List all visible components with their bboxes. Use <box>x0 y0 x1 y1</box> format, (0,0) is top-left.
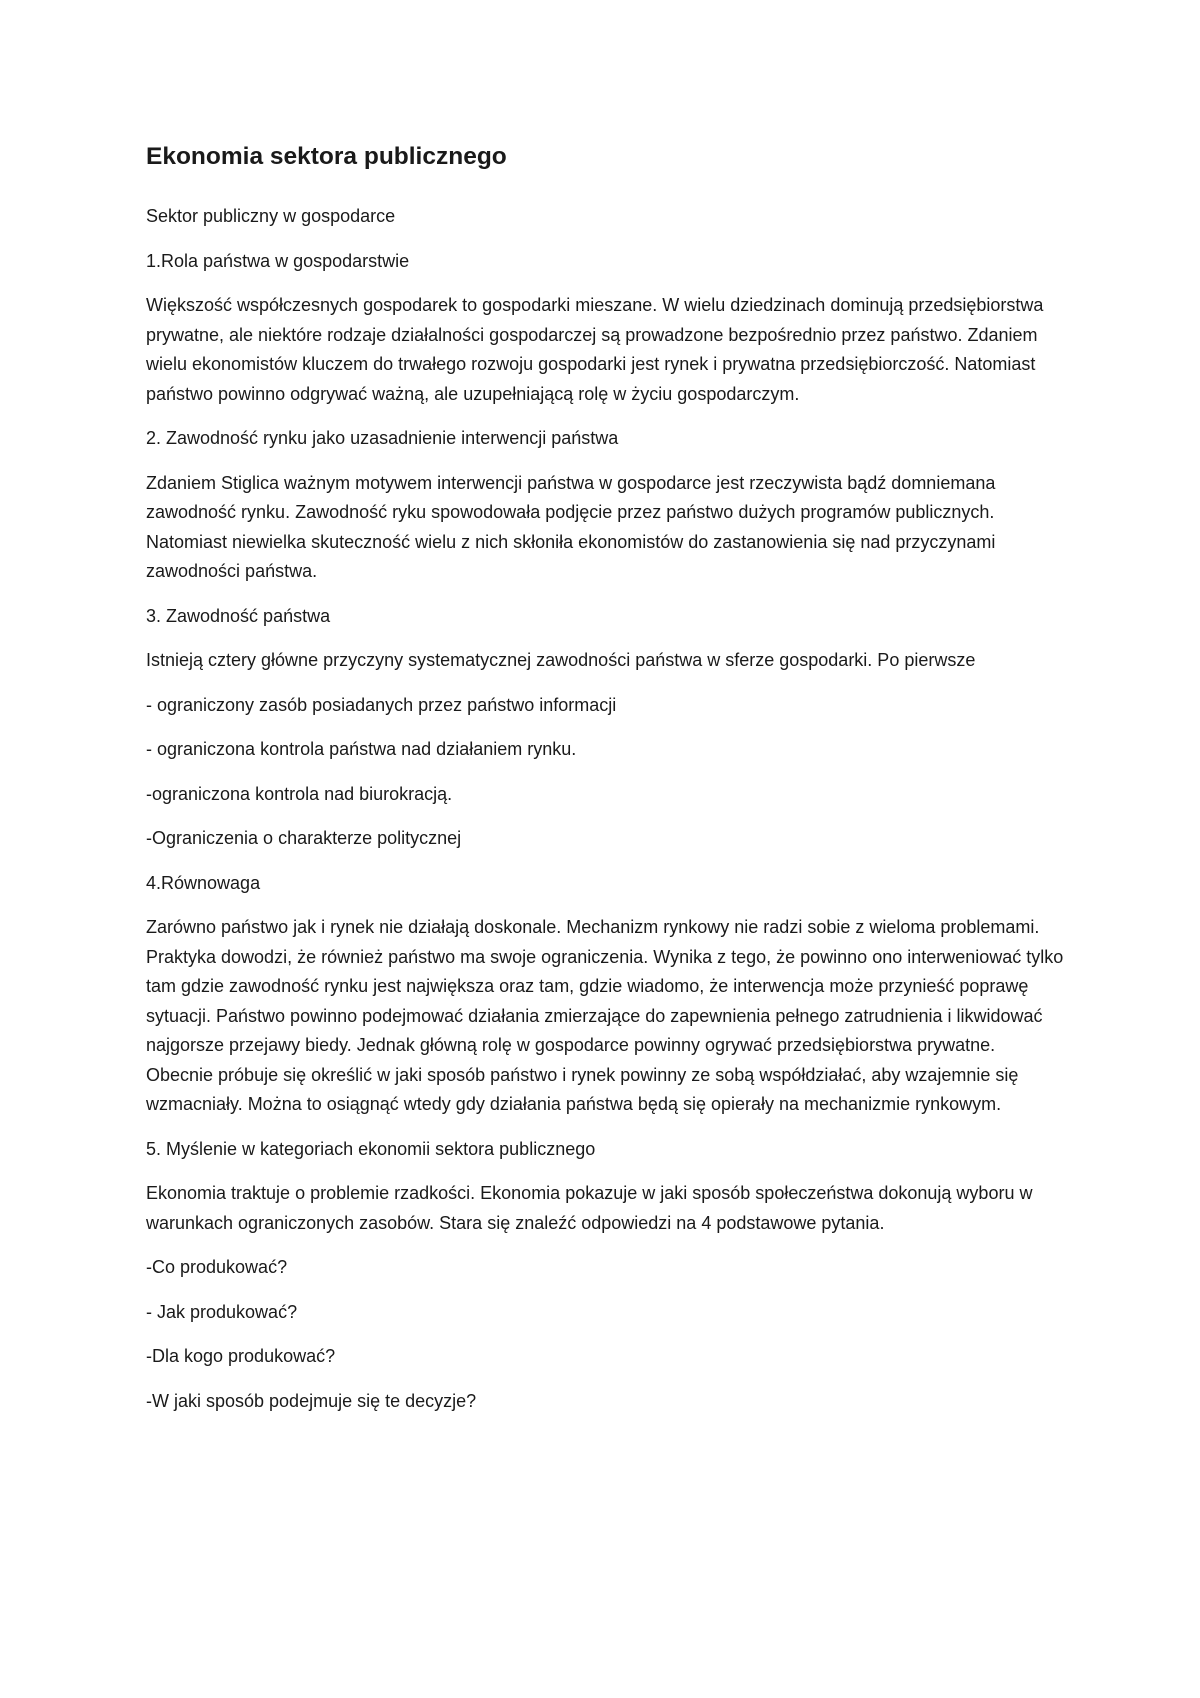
list-item: -Ograniczenia o charakterze politycznej <box>146 828 462 848</box>
section-heading-2: 2. Zawodność rynku jako uzasadnienie interwencji państwa <box>146 428 619 448</box>
section-heading-3: 3. Zawodność państwa <box>146 605 331 626</box>
list-item: -W jaki sposób podejmuje się te decyzje? <box>146 1390 477 1411</box>
subtitle-paragraph: Sektor publiczny w gospodarce <box>146 206 396 226</box>
section-1-body: Większość współczesnych gospodarek to gospodarki mieszane. W wielu dziedzinach dominują przedsiębiorstwa prywatne, ale niektóre rodzaje działalności gospodarczej są prowadzone bezpośrednio przez państwo. Zdaniem wielu ekonomistów kluczem do trwałego rozwoju gospodarki jest rynek i prywatna przedsiębiorczość. Natomiast państwo powinno odgrywać ważną, ale uzupełniającą rolę w życiu gospodarczym. <box>146 295 1044 404</box>
list-item: -Dla kogo produkować? <box>146 1346 336 1366</box>
list-item: - ograniczona kontrola państwa nad działaniem rynku. <box>146 739 577 759</box>
list-item: - ograniczony zasób posiadanych przez państwo informacji <box>146 694 617 715</box>
section-heading-1: 1.Rola państwa w gospodarstwie <box>146 250 410 271</box>
section-5-body: Ekonomia traktuje o problemie rzadkości. Ekonomia pokazuje w jaki sposób społeczeństwa dokonują wyboru w warunkach ograniczonych zasobów. Stara się znaleźć odpowiedzi na 4 podstawowe pytania. <box>146 1183 1033 1233</box>
document-title: Ekonomia sektora publicznego <box>146 143 507 170</box>
section-heading-5: 5. Myślenie w kategoriach ekonomii sektora publicznego <box>146 1138 596 1159</box>
section-4-body: Zarówno państwo jak i rynek nie działają doskonale. Mechanizm rynkowy nie radzi sobie z wieloma problemami. Praktyka dowodzi, że również państwo ma swoje ograniczenia. Wynika z tego, że powinno ono interweniować tylko tam gdzie zawodność rynku jest największa oraz tam, gdzie wiadomo, że interwencja może przynieść poprawę sytuacji. Państwo powinno podejmować działania zmierzające do zapewnienia pełnego zatrudnienia i likwidować najgorsze przejawy biedy. Jednak główną rolę w gospodarce powinny ogrywać przedsiębiorstwa prywatne. Obecnie próbuje się określić w jaki sposób państwo i rynek powinny ze sobą współdziałać, aby wzajemnie się wzmacniały. Można to osiągnąć wtedy gdy działania państwa będą się opierały na mechanizmie rynkowym. <box>146 917 1064 1114</box>
section-3-body: Istnieją cztery główne przyczyny systematycznej zawodności państwa w sferze gospodarki. Po pierwsze <box>146 650 976 670</box>
section-heading-4: 4.Równowaga <box>146 872 261 893</box>
list-item: -Co produkować? <box>146 1257 288 1277</box>
section-2-body: Zdaniem Stiglica ważnym motywem interwencji państwa w gospodarce jest rzeczywista bądź domniemana zawodność rynku. Zawodność ryku spowodowała podjęcie przez państwo dużych programów publicznych. Natomiast niewielka skuteczność wielu z nich skłoniła ekonomistów do zastanowienia się nad przyczynami zawodności państwa. <box>146 472 996 581</box>
list-item: -ograniczona kontrola nad biurokracją. <box>146 783 453 804</box>
list-item: - Jak produkować? <box>146 1301 298 1322</box>
document-page <box>146 140 1066 1431</box>
